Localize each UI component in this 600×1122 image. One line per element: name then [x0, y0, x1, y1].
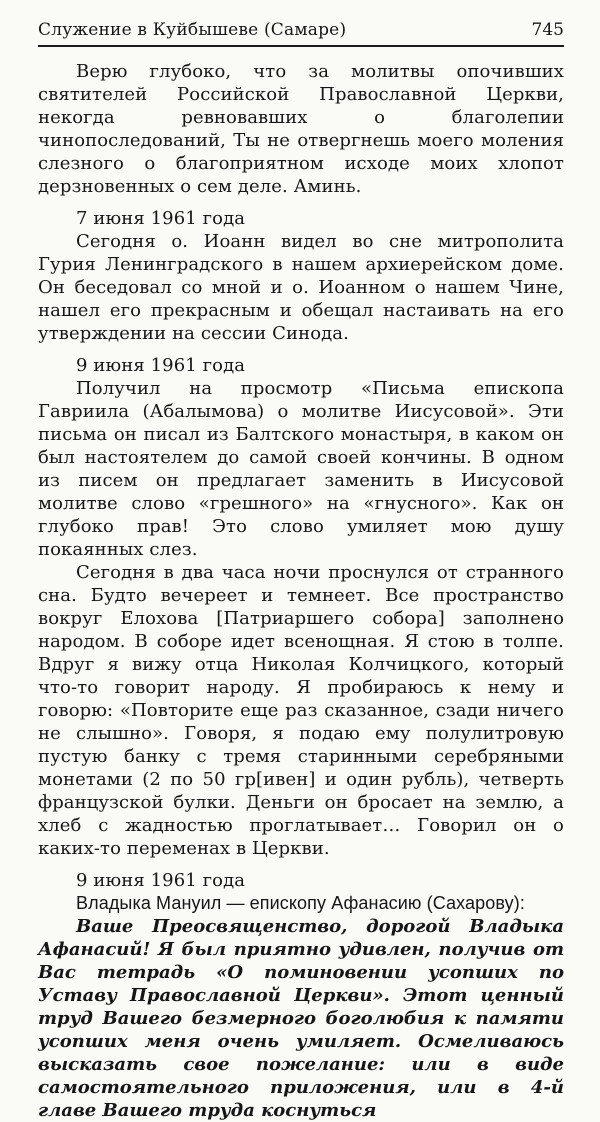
paragraph-date: 7 июня 1961 года: [76, 208, 246, 229]
paragraph-date: 9 июня 1961 года: [76, 870, 246, 891]
paragraph-body: Сегодня о. Иоанн видел во сне митрополита Гурия Ленинградского в нашем архиерейском доме. Он беседовал со мной и о. Иоанном о нашем Чине, нашел его прекрасным и обещал настаивать на его утверждении на сессии Синода.: [38, 231, 564, 344]
paragraph-body: Сегодня в два часа ночи проснулся от странного сна. Будто вечереет и темнеет. Все пространство вокруг Елохова [Патриаршего собора] заполнено народом. В соборе идет всенощная. Я стою в толпе. Вдруг я вижу отца Николая Колчицкого, который что-то говорит народу. Я пробираюсь к нему и говорю: «Повторите еще раз сказанное, сзади ничего не слышно». Говоря, я подаю ему полулитровую пустую банку с тремя старинными серебряными монетами (2 по 50 гр[ивен] и один рубль), четверть французской булки. Деньги он бросает на землю, а хлеб с жадностью проглатывает… Говорил он о каких-то переменах в Церкви.: [38, 562, 564, 859]
paragraph-body: Получил на просмотр «Письма епископа Гавриила (Абалымова) о молитве Иисусовой». Эти письма он писал из Балтского монастыря, в каком он был настоятелем до самой своей кончины. В одном из писем он предлагает заменить в Иисусовой молитве слово «грешного» на «гнусного». Как он глубоко прав! Это слово умиляет мою душу покаянных слез.: [38, 378, 564, 560]
paragraph-body: Верю глубоко, что за молитвы опочивших святителей Российской Православной Церкви, некогда ревновавших о благолепии чинопоследований, Ты не отвергнешь моего моления слезного о благоприятном исходе моих хлопот дерзновенных о сем деле. Аминь.: [38, 61, 564, 197]
paragraph-attribution: Владыка Мануил — епископу Афанасию (Сахарову):: [76, 893, 525, 913]
paragraph-date: 9 июня 1961 года: [76, 355, 246, 376]
page-body: [38, 60, 564, 1122]
page-number: 745: [531, 20, 564, 40]
running-header: [38, 20, 564, 47]
paragraph-letter: Ваше Преосвященство, дорогой Владыка Афанасий! Я был приятно удивлен, получив от Вас тетрадь «О поминовении усопших по Уставу Православной Церкви». Этот ценный труд Вашего безмерного боголюбия к памяти усопших меня очень умиляет. Осмеливаюсь высказать свое пожелание: или в виде самостоятельного приложения, или в 4-й главе Вашего труда коснуться: [38, 916, 564, 1121]
running-header-title: Служение в Куйбышеве (Самаре): [38, 20, 347, 40]
